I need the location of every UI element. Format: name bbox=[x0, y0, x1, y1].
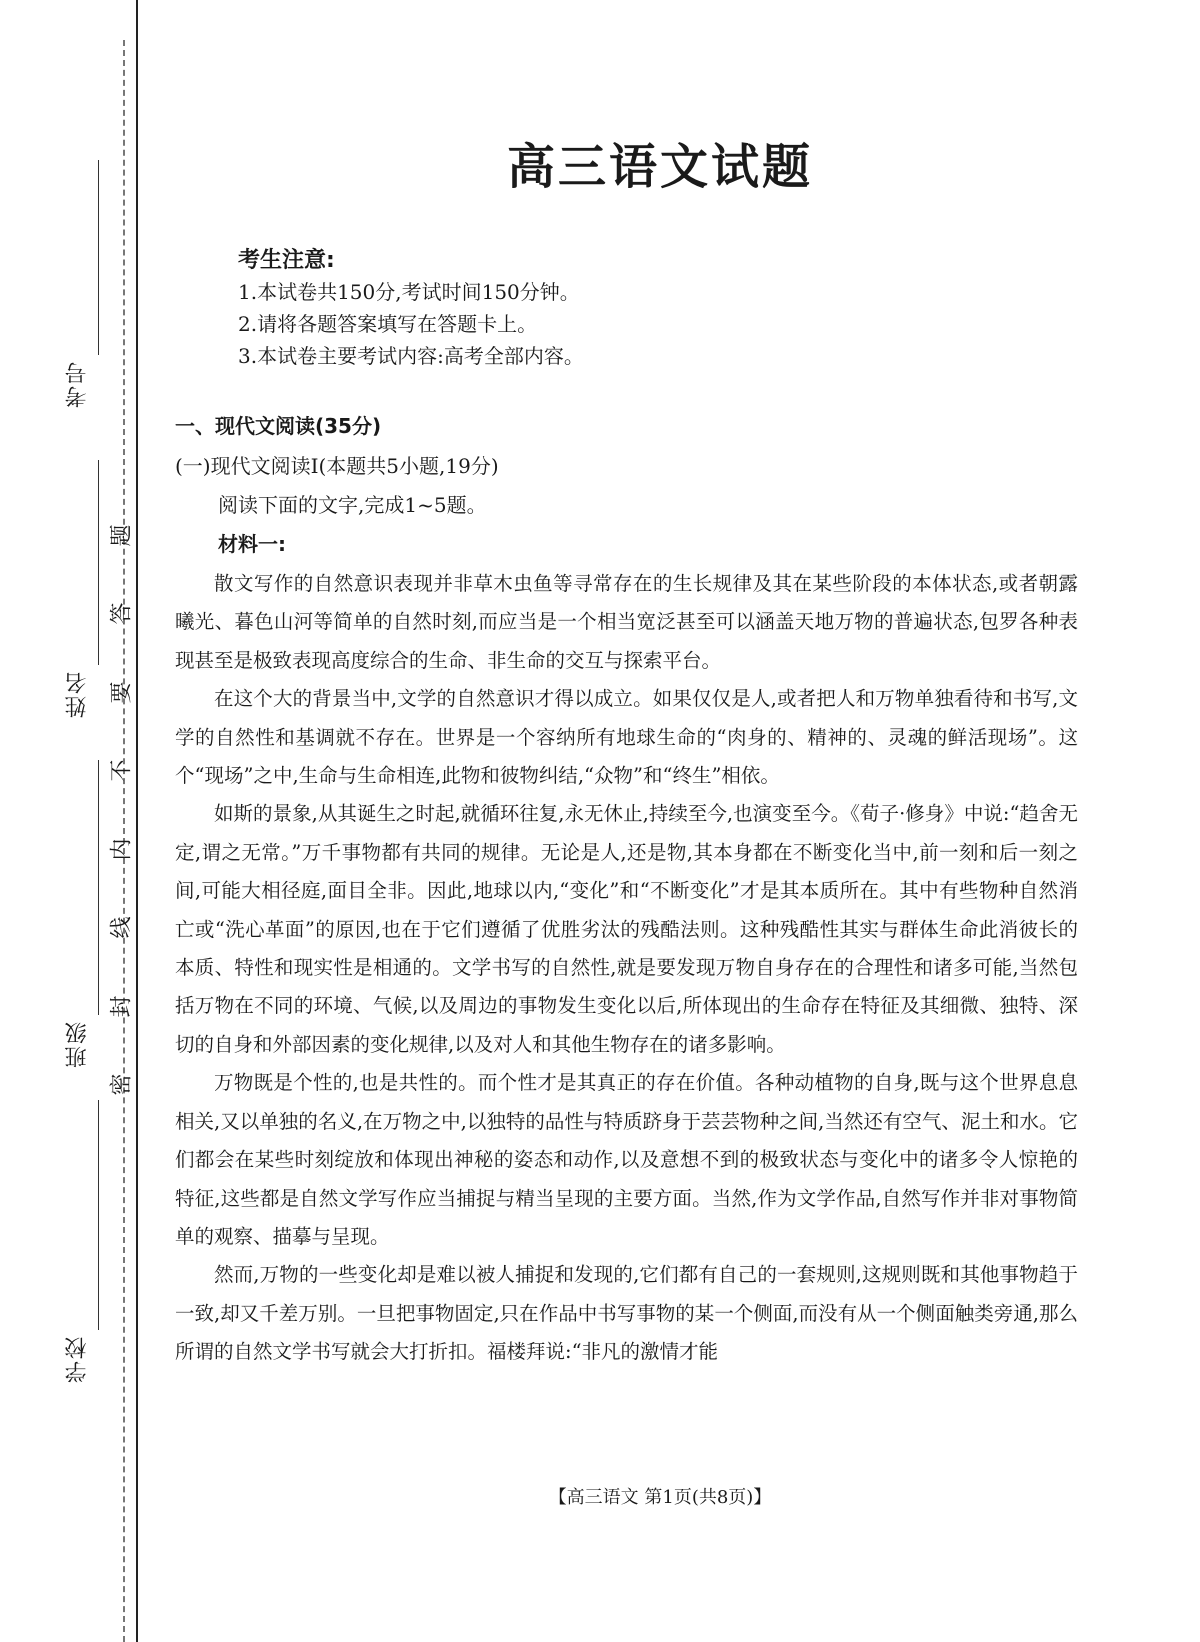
notice-heading: 考生注意: bbox=[238, 248, 335, 273]
passage-paragraph: 然而,万物的一些变化却是难以被人捕捉和发现的,它们都有自己的一套规则,这规则既和其他事物趋于一致,却又千差万别。一旦把事物固定,只在作品中书写事物的某一个侧面,而没有从一个侧面触类旁通,那么所谓的自然文学书写就会大打折扣。福楼拜说:“非凡的激情才能 bbox=[175, 1263, 1078, 1364]
class-line bbox=[98, 760, 99, 1015]
notice-item: 3.本试卷主要考试内容:高考全部内容。 bbox=[238, 344, 584, 368]
sub-section-heading: (一)现代文阅读Ⅰ(本题共5小题,19分) bbox=[175, 454, 499, 478]
seal-char: 不 bbox=[109, 759, 135, 782]
seal-char: 密 bbox=[109, 1073, 135, 1096]
seal-char: 题 bbox=[109, 524, 135, 547]
school-line bbox=[98, 1100, 99, 1330]
seal-char: 封 bbox=[109, 995, 135, 1018]
exam-number-field[interactable] bbox=[30, 160, 110, 430]
name-label: 姓名 bbox=[65, 670, 90, 718]
name-line bbox=[98, 460, 99, 665]
seal-char: 要 bbox=[109, 681, 135, 704]
name-field[interactable] bbox=[30, 460, 110, 740]
notice-item: 2.请将各题答案填写在答题卡上。 bbox=[238, 312, 538, 336]
seal-char: 答 bbox=[109, 602, 135, 625]
school-label: 学校 bbox=[65, 1335, 90, 1383]
page-title: 高三语文试题 bbox=[506, 139, 813, 195]
class-field[interactable] bbox=[30, 760, 110, 1090]
section-heading: 一、现代文阅读(35分) bbox=[175, 414, 382, 438]
seal-char: 线 bbox=[109, 916, 135, 939]
notice-list bbox=[238, 276, 584, 372]
passage-paragraph: 如斯的景象,从其诞生之时起,就循环往复,永无休止,持续至今,也演变至今。《荀子·修身》中说:“趋舍无定,谓之无常。”万千事物都有共同的规律。无论是人,还是物,其本身都在不断变化当中,前一刻和后一刻之间,可能大相径庭,面目全非。因此,地球以内,“变化”和“不断变化”才是其本质所在。其中有些物种自然消亡或“洗心革面”的原因,也在于它们遵循了优胜劣汰的残酷法则。这种残酷性其实与群体生命此消彼长的本质、特性和现实性是相通的。文学书写的自然性,就是要发现万物自身存在的合理性和诸多可能,当然包括万物在不同的环境、气候,以及周边的事物发生变化以后,所体现出的生命存在特征及其细微、独特、深切的自身和外部因素的变化规律,以及对人和其他生物存在的诸多影响。 bbox=[175, 802, 1078, 1056]
reading-passage bbox=[175, 565, 1078, 1372]
exam-number-line bbox=[98, 160, 99, 355]
passage-paragraph: 在这个大的背景当中,文学的自然意识才得以成立。如果仅仅是人,或者把人和万物单独看待和书写,文学的自然性和基调就不存在。世界是一个容纳所有地球生命的“肉身的、精神的、灵魂的鲜活现场”。这个“现场”之中,生命与生命相连,此物和彼物纠结,“众物”和“终生”相依。 bbox=[175, 687, 1078, 788]
reading-instruction: 阅读下面的文字,完成1~5题。 bbox=[218, 493, 487, 517]
seal-warning bbox=[100, 520, 140, 1100]
notice-item: 1.本试卷共150分,考试时间150分钟。 bbox=[238, 280, 580, 304]
exam-number-label: 考号 bbox=[65, 360, 90, 408]
class-label: 班级 bbox=[65, 1020, 90, 1068]
passage-paragraph: 散文写作的自然意识表现并非草木虫鱼等寻常存在的生长规律及其在某些阶段的本体状态,或者朝露曦光、暮色山河等简单的自然时刻,而应当是一个相当宽泛甚至可以涵盖天地万物的普遍状态,包罗各种表现甚至是极致表现高度综合的生命、非生命的交互与探索平台。 bbox=[175, 572, 1078, 672]
school-field[interactable] bbox=[30, 1100, 110, 1390]
seal-char: 内 bbox=[109, 838, 135, 861]
passage-paragraph: 万物既是个性的,也是共性的。而个性才是其真正的存在价值。各种动植物的自身,既与这个世界息息相关,又以单独的名义,在万物之中,以独特的品性与特质跻身于芸芸物种之间,当然还有空气、泥土和水。它们都会在某些时刻绽放和体现出神秘的姿态和动作,以及意想不到的极致状态与变化中的诸多令人惊艳的特征,这些都是自然文学写作应当捕捉与精当呈现的主要方面。当然,作为文学作品,自然写作并非对事物简单的观察、描摹与呈现。 bbox=[175, 1071, 1078, 1248]
page-footer: 【高三语文 第1页(共8页)】 bbox=[548, 1487, 772, 1508]
material-label: 材料一: bbox=[218, 532, 286, 556]
